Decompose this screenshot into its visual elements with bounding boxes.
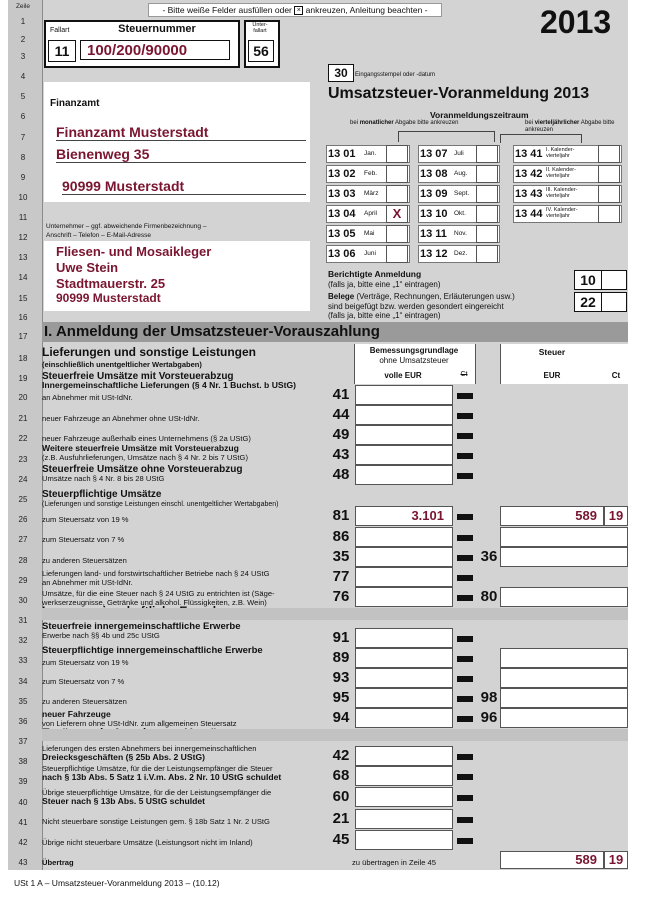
period-code: 13 04	[328, 208, 356, 220]
row-31-label: Steuerfreie innergemeinschaftliche Erwerbe Erwerbe nach §§ 4b und 25c UStG	[42, 621, 241, 640]
line-number: 42	[18, 838, 28, 847]
period-code: 13 05	[328, 228, 356, 240]
dash-marker	[457, 413, 473, 419]
code-48: 48	[332, 466, 350, 483]
line-number: 10	[18, 193, 28, 202]
field-44[interactable]	[355, 405, 453, 425]
period-code: 13 42	[515, 168, 543, 180]
line-number: 28	[18, 556, 28, 565]
period-code: 13 07	[420, 148, 448, 160]
field-89-tax[interactable]	[500, 648, 628, 668]
lieferungen-heading: Lieferungen und sonstige Leistungen	[42, 345, 257, 359]
field-77[interactable]	[355, 567, 453, 587]
line-number: 25	[18, 495, 28, 504]
steuernummer-label: Steuernummer	[118, 23, 196, 35]
line-number: 22	[18, 434, 28, 443]
period-label: Juli	[454, 150, 464, 157]
field-98-tax[interactable]	[500, 688, 628, 708]
line-number: 15	[18, 294, 28, 303]
dash-marker	[457, 795, 473, 801]
period-label: Aug.	[454, 170, 468, 177]
code-60: 60	[332, 788, 350, 805]
period-checkbox[interactable]	[476, 185, 498, 203]
unternehmer-label-2: Anschrift – Telefon – E-Mail-Adresse	[46, 232, 152, 239]
belege-code: 22	[574, 292, 602, 312]
zeile-label: Zeile	[15, 3, 31, 10]
form-footer: USt 1 A – Umsatzsteuer-Voranmeldung 2013 – (10.12)	[14, 878, 220, 888]
line-number: 37	[18, 737, 28, 746]
separator-band	[42, 608, 628, 620]
period-code: 13 03	[328, 188, 356, 200]
period-checkbox[interactable]	[476, 145, 498, 163]
period-checkbox[interactable]	[598, 205, 620, 223]
ct-crossed-header: Ct	[460, 371, 468, 378]
code-94: 94	[332, 709, 350, 726]
code-68: 68	[332, 767, 350, 784]
code-95: 95	[332, 689, 350, 706]
dash-marker	[457, 514, 473, 520]
field-86[interactable]	[355, 527, 453, 547]
row-22-label: neuer Fahrzeuge außerhalb eines Unternehmens (§ 2a UStG)	[42, 434, 251, 443]
period-label: Jan.	[364, 150, 377, 157]
dash-marker	[457, 595, 473, 601]
field-81-tax-eur[interactable]: 589	[500, 506, 604, 526]
eingang-label: Eingangsstempel oder -datum	[355, 72, 436, 78]
period-code: 13 44	[515, 208, 543, 220]
line-number: 27	[18, 535, 28, 544]
row-30-label: Umsätze, für die eine Steuer nach § 24 UStG zu entrichten ist (Säge- werkserzeugnisse, Getränke und alkohol. Flüssigkeiten, z.B. Wein)	[42, 589, 275, 607]
field-93-tax[interactable]	[500, 668, 628, 688]
unternehmer-line-1[interactable]: Fliesen- und Mosaikleger	[56, 244, 212, 259]
field-42[interactable]	[355, 746, 453, 766]
period-label: Mai	[364, 230, 375, 237]
field-41[interactable]	[355, 385, 453, 405]
row-25-label: Steuerpflichtige Umsätze (Lieferungen und sonstige Leistungen einschl. unentgeltlicher Wertabgaben)	[42, 489, 279, 508]
period-code: 13 08	[420, 168, 448, 180]
line-number: 33	[18, 656, 28, 665]
instruction-banner	[148, 3, 442, 17]
dash-marker	[457, 555, 473, 561]
row-39-label: Steuerpflichtige Umsätze, für die der Leistungsempfänger die Steuer nach § 13b Abs. 5 Satz 1 i.V.m. Abs. 2 Nr. 10 UStG schuldet	[42, 764, 282, 782]
code-76: 76	[332, 588, 350, 605]
field-43[interactable]	[355, 445, 453, 465]
period-checkbox[interactable]	[598, 165, 620, 183]
row-38-label: Lieferungen des ersten Abnehmers bei innergemeinschaftlichen Dreiecksgeschäften (§ 25b Abs. 2 UStG)	[42, 744, 257, 762]
bemessung-header-2: ohne Umsatzsteuer	[379, 356, 449, 365]
line-number: 19	[18, 374, 28, 383]
steuer-eur-header: EUR	[543, 371, 561, 380]
dash-marker	[457, 817, 473, 823]
code-81: 81	[332, 507, 350, 524]
row-20-label: an Abnehmer mit USt-IdNr.	[42, 393, 133, 402]
line-number: 31	[18, 616, 28, 625]
line-number: 40	[18, 798, 28, 807]
period-code: 13 09	[420, 188, 448, 200]
row-29-label: Lieferungen land- und forstwirtschaftlicher Betriebe nach § 24 UStG an Abnehmer mit USt-IdNr.	[42, 569, 270, 587]
period-checkbox[interactable]	[476, 205, 498, 223]
field-96-tax[interactable]	[500, 708, 628, 728]
period-checkbox[interactable]	[386, 185, 408, 203]
belege-label-2: sind beigefügt bzw. werden gesondert eingereicht	[328, 302, 504, 311]
belege-label: Belege (Verträge, Rechnungen, Erläuterungen usw.)	[328, 292, 515, 301]
period-checkbox[interactable]: X	[386, 205, 408, 223]
berichtigt-code: 10	[574, 270, 602, 290]
line-number: 34	[18, 677, 28, 686]
line-number: 4	[20, 72, 26, 81]
line-number: 43	[18, 858, 28, 867]
code-45: 45	[332, 831, 350, 848]
row-21-label: neuer Fahrzeuge an Abnehmer ohne USt-IdNr.	[42, 414, 200, 423]
period-label: I. Kalender-vierteljahr	[546, 147, 575, 159]
line-number: 38	[18, 757, 28, 766]
line-number: 41	[18, 818, 28, 827]
steuernummer-field[interactable]: 100/200/90000	[80, 40, 230, 60]
uebertrag-eur-field[interactable]: 589	[500, 851, 604, 869]
dash-marker	[457, 535, 473, 541]
code-96: 96	[480, 709, 498, 726]
field-86-tax[interactable]	[500, 527, 628, 547]
period-label: Juni	[364, 250, 376, 257]
unternehmer-line-4[interactable]: 90999 Musterstadt	[56, 291, 161, 305]
field-49[interactable]	[355, 425, 453, 445]
period-code: 13 41	[515, 148, 543, 160]
quarterly-hint: bei vierteljährlicher Abgabe bitte ankreuzen	[525, 120, 615, 133]
volle-eur-header: volle EUR	[384, 371, 422, 380]
zeitraum-title: Voranmeldungszeitraum	[430, 110, 529, 120]
line-number: 9	[20, 173, 26, 182]
code-80: 80	[480, 588, 498, 605]
period-label: März	[364, 190, 379, 197]
line-number: 1	[20, 17, 26, 26]
lieferungen-subheading: (einschließlich unentgeltlicher Wertabgaben)	[42, 360, 202, 369]
code-91: 91	[332, 629, 350, 646]
belege-field[interactable]	[601, 292, 627, 312]
line-number: 21	[18, 414, 28, 423]
code-93: 93	[332, 669, 350, 686]
line-number: 32	[18, 636, 28, 645]
period-checkbox[interactable]	[476, 245, 498, 263]
code-49: 49	[332, 426, 350, 443]
line-number: 7	[20, 133, 26, 142]
line-number: 16	[18, 313, 28, 322]
line-number: 23	[18, 455, 28, 464]
fallart-field[interactable]: 11	[48, 40, 76, 62]
line-number: 26	[18, 515, 28, 524]
berichtigt-hint: (falls ja, bitte eine „1“ eintragen)	[328, 280, 441, 289]
field-76[interactable]	[355, 587, 453, 607]
belege-hint: (falls ja, bitte eine „1“ eintragen)	[328, 311, 441, 320]
field-36-tax[interactable]	[500, 547, 628, 567]
period-code: 13 10	[420, 208, 448, 220]
row-42-label: Übrige nicht steuerbare Umsätze (Leistungsort nicht im Inland)	[42, 838, 253, 847]
row-27-label: zum Steuersatz von 7 %	[42, 535, 125, 544]
berichtigt-label: Berichtigte Anmeldung	[328, 269, 422, 279]
row-40-label: Übrige steuerpflichtige Umsätze, für die der Leistungsempfänger die Steuer nach § 13b Abs. 5 UStG schuldet	[42, 788, 272, 806]
period-label: Dez.	[454, 250, 468, 257]
dash-marker	[457, 676, 473, 682]
code-98: 98	[480, 689, 498, 706]
line-number: 39	[18, 777, 28, 786]
row-32-label: Steuerpflichtige innergemeinschaftliche Erwerbe	[42, 645, 263, 656]
dash-marker	[457, 696, 473, 702]
row-23-label: Weitere steuerfreie Umsätze mit Vorsteuerabzug (z.B. Ausfuhrlieferungen, Umsätze nach § 4 Nr. 2 bis 7 UStG)	[42, 443, 248, 462]
dash-marker	[457, 453, 473, 459]
period-checkbox[interactable]	[598, 185, 620, 203]
row-34-label: zum Steuersatz von 7 %	[42, 677, 125, 686]
row-19-label: Steuerfreie Umsätze mit Vorsteuerabzug Innergemeinschaftliche Lieferungen (§ 4 Nr. 1 Buchst. b UStG)	[42, 371, 297, 390]
period-label: Okt.	[454, 210, 466, 217]
steuer-ct-header: Ct	[611, 371, 621, 380]
line-number: 3	[20, 52, 26, 61]
period-checkbox[interactable]	[598, 145, 620, 163]
row-43-label: Übertrag	[42, 858, 74, 867]
field-81-tax-ct[interactable]: 19	[604, 506, 628, 526]
line-number: 8	[20, 153, 26, 162]
line-number: 14	[18, 273, 28, 282]
code-36: 36	[480, 548, 498, 565]
dash-marker	[457, 575, 473, 581]
period-code: 13 02	[328, 168, 356, 180]
bracket-line	[398, 131, 495, 142]
line-number: 13	[18, 253, 28, 262]
period-code: 13 06	[328, 248, 356, 260]
period-label: III. Kalender-vierteljahr	[546, 187, 578, 199]
field-81-basis[interactable]: 3.101	[355, 506, 453, 526]
finanzamt-name-field[interactable]: Finanzamt Musterstadt	[56, 124, 306, 141]
line-number: 20	[18, 393, 28, 402]
period-checkbox[interactable]	[386, 165, 408, 183]
checkbox-x-icon: ×	[294, 6, 303, 15]
steuer-header: Steuer	[538, 347, 566, 357]
unternehmer-label-1: Unternehmer – ggf. abweichende Firmenbezeichnung –	[46, 223, 207, 230]
finanzamt-label: Finanzamt	[50, 98, 100, 109]
period-label: Nov.	[454, 230, 467, 237]
fallart-label: Fallart	[50, 27, 70, 34]
field-60[interactable]	[355, 787, 453, 807]
dash-marker	[457, 393, 473, 399]
period-label: Feb.	[364, 170, 378, 177]
row-33-label: zum Steuersatz von 19 %	[42, 658, 129, 667]
berichtigt-field[interactable]	[601, 270, 627, 290]
dash-marker	[457, 636, 473, 642]
row-26-label: zum Steuersatz von 19 %	[42, 515, 129, 524]
code-44: 44	[332, 406, 350, 423]
field-21[interactable]	[355, 809, 453, 829]
period-label: Sept.	[454, 190, 470, 197]
finanzamt-city-field[interactable]: 90999 Musterstadt	[62, 178, 306, 195]
unternehmer-line-3[interactable]: Stadtmauerstr. 25	[56, 276, 166, 291]
row-43-hint: zu übertragen in Zeile 45	[352, 858, 437, 867]
row-35-label: zu anderen Steuersätzen	[42, 697, 127, 706]
field-94[interactable]	[355, 708, 453, 728]
code-30: 30	[328, 64, 354, 82]
line-number: 18	[18, 354, 28, 363]
banner-text-pre: - Bitte weiße Felder ausfüllen oder	[162, 5, 292, 15]
monthly-hint: bei monatlicher Abgabe bitte ankreuzen	[350, 120, 459, 126]
line-number: 36	[18, 717, 28, 726]
dash-marker	[457, 656, 473, 662]
unternehmer-line-2[interactable]: Uwe Stein	[56, 260, 119, 275]
period-checkbox[interactable]	[386, 145, 408, 163]
row-28-label: zu anderen Steuersätzen	[42, 556, 127, 565]
field-48[interactable]	[355, 465, 453, 485]
code-89: 89	[332, 649, 350, 666]
line-number: 30	[18, 596, 28, 605]
unterfallart-label: Unter-fallart	[252, 22, 268, 34]
line-number: 12	[18, 233, 28, 242]
period-checkbox[interactable]	[386, 225, 408, 243]
field-91[interactable]	[355, 628, 453, 648]
line-number: 29	[18, 576, 28, 585]
form-year: 2013	[540, 4, 612, 40]
form-title: Umsatzsteuer-Voranmeldung 2013	[328, 85, 590, 102]
line-number: 2	[20, 35, 26, 44]
code-21: 21	[332, 810, 350, 827]
separator-band	[42, 729, 628, 741]
field-89[interactable]	[355, 648, 453, 668]
field-93[interactable]	[355, 668, 453, 688]
field-45[interactable]	[355, 830, 453, 850]
dash-marker	[457, 838, 473, 844]
code-77: 77	[332, 568, 350, 585]
unterfallart-field[interactable]: 56	[248, 40, 274, 62]
line-number: 24	[18, 475, 28, 484]
dash-marker	[457, 433, 473, 439]
period-checkbox[interactable]	[476, 225, 498, 243]
bracket-line	[500, 134, 582, 143]
dash-marker	[457, 473, 473, 479]
code-35: 35	[332, 548, 350, 565]
bemessung-header-1: Bemessungsgrundlage	[369, 346, 459, 355]
code-42: 42	[332, 747, 350, 764]
finanzamt-street-field[interactable]: Bienenweg 35	[56, 146, 306, 163]
code-41: 41	[332, 386, 350, 403]
dash-marker	[457, 716, 473, 722]
line-number: 11	[18, 213, 28, 222]
line-number: 6	[20, 112, 26, 121]
period-code: 13 01	[328, 148, 356, 160]
dash-marker	[457, 754, 473, 760]
period-checkbox[interactable]	[386, 245, 408, 263]
line-number: 35	[18, 697, 28, 706]
period-code: 13 12	[420, 248, 448, 260]
banner-text-post: ankreuzen, Anleitung beachten -	[305, 5, 428, 15]
period-label: II. Kalender-vierteljahr	[546, 167, 576, 179]
field-68[interactable]	[355, 766, 453, 786]
line-number: 5	[20, 92, 26, 101]
code-86: 86	[332, 528, 350, 545]
uebertrag-ct-field[interactable]: 19	[604, 851, 628, 869]
period-label: April	[364, 210, 378, 217]
row-24-label: Steuerfreie Umsätze ohne Vorsteuerabzug Umsätze nach § 4 Nr. 8 bis 28 UStG	[42, 464, 243, 483]
field-35[interactable]	[355, 547, 453, 567]
row-36-label: neuer Fahrzeuge von Lieferern ohne USt-IdNr. zum allgemeinen Steuersatz	[42, 709, 237, 728]
code-43: 43	[332, 446, 350, 463]
row-41-label: Nicht steuerbare sonstige Leistungen gem. § 18b Satz 1 Nr. 2 UStG	[42, 817, 270, 826]
period-code: 13 43	[515, 188, 543, 200]
section-title: I. Anmeldung der Umsatzsteuer-Vorauszahlung	[44, 323, 380, 340]
line-number: 17	[18, 332, 28, 341]
period-label: IV. Kalender-vierteljahr	[546, 207, 578, 219]
period-checkbox[interactable]	[476, 165, 498, 183]
period-code: 13 11	[420, 228, 447, 240]
dash-marker	[457, 774, 473, 780]
field-80-tax[interactable]	[500, 587, 628, 607]
field-95[interactable]	[355, 688, 453, 708]
